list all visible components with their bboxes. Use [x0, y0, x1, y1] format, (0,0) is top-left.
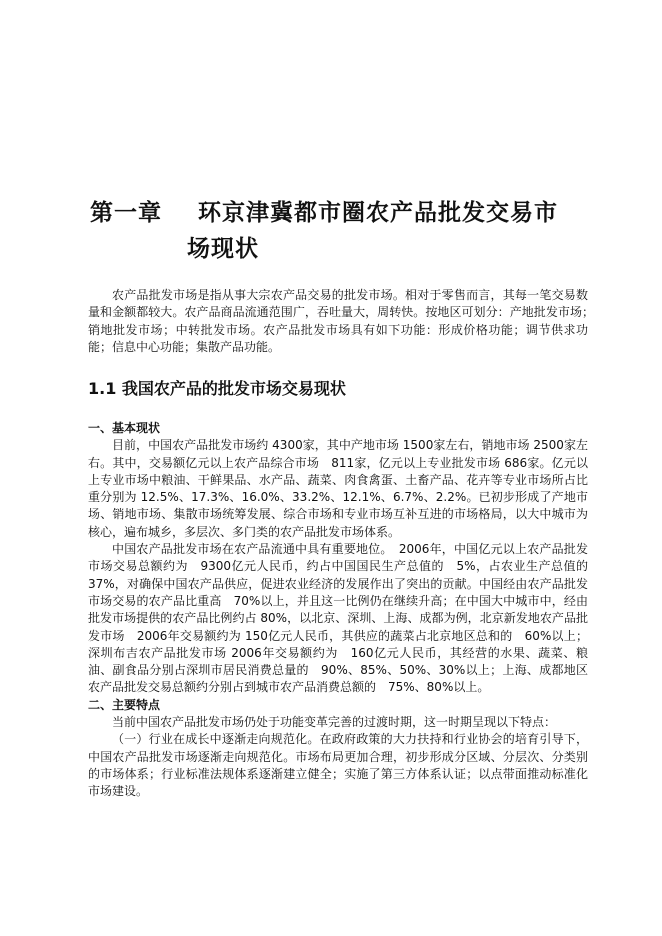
section-number: 1.1: [88, 379, 117, 398]
subheading-basic-status: 一、基本现状: [88, 421, 161, 435]
intro-paragraph: 农产品批发市场是指从事大宗农产品交易的批发市场。相对于零售而言，其每一笔交易数量和金额都较大。农产品商品流通范围广，吞吐量大，周转快。按地区可划分：产地批发市场； 销地批发市场；中转批发市场。农产品批发市场具有如下功能：形成价格功能；调节供求功能；信息中心功能；集散产品功能。: [88, 288, 613, 354]
subheading-main-features: 二、主要特点: [88, 697, 161, 712]
section-body: [88, 420, 588, 801]
chapter-number: 第一章: [90, 199, 162, 226]
section-heading: [88, 378, 346, 400]
paragraph-transition: 当前中国农产品批发市场仍处于功能变革完善的过渡时期，这一时期呈现以下特点：: [112, 715, 557, 730]
section-title: 我国农产品的批发市场交易现状: [121, 379, 346, 398]
paragraph-market-role: 中国农产品批发市场在农产品流通中具有重要地位。 2006年，中国亿元以上农产品批发市场交易总额约为 9300亿元人民币，约占中国国民生产总值的 5%，占农业生产总值的 37%，对确保中国农产品供应，促进农业经济的发展作出了突出的贡献。中国经由农产品批发市场交易的农产品比重高 70%以上，并且这一比例仍在继续升高；在中国大中城市中，经由批发市场提供的农产品比例约占 80%，以北京、深圳、上海、成都为例，北京新发地农产品批发市场 2006年交易额约为 150亿元人民币，其供应的蔬菜占北京地区总和的 60%以上；深圳布吉农产品批发市场 2006年交易额约为 160亿元人民币，其经营的水果、蔬菜、粮油、副食品分别占深圳市居民消费总量的 90%、85%、50%、30%以上；上海、成都地区农产品批发交易总额约分别占到城市农产品消费总额的 75%、80%以上。: [88, 542, 588, 695]
chapter-title-line1: 环京津冀都市圈农产品批发交易市: [198, 199, 558, 226]
paragraph-standardization: （一）行业在成长中逐渐走向规范化。在政府政策的大力扶持和行业协会的培育引导下，中国农产品批发市场逐渐走向规范化。市场布局更加合理，初步形成分区域、分层次、分类别的市场体系；行业标准法规体系逐渐建立健全；实施了第三方体系认证；以点带面推动标准化市场建设。: [88, 732, 588, 799]
chapter-title-line2: 场现状: [187, 235, 259, 262]
chapter-title: [90, 195, 610, 267]
intro-block: [88, 287, 613, 356]
paragraph-market-scale: 目前，中国农产品批发市场约 4300家，其中产地市场 1500家左右，销地市场 2500家左右。其中，交易额亿元以上农产品综合市场 811家，亿元以上专业批发市场 686家。亿元以上专业市场中粮油、干鲜果品、水产品、蔬菜、肉食禽蛋、土畜产品、花卉等专业市场所占比重分别为 12.5%、17.3%、16.0%、33.2%、12.1%、6.7%、2.2%。已初步形成了产地市场、销地市场、集散市场统筹发展、综合市场和专业市场互补互进的市场格局，以大中城市为核心，遍布城乡，多层次、多门类的农产品批发市场体系。: [88, 438, 588, 539]
